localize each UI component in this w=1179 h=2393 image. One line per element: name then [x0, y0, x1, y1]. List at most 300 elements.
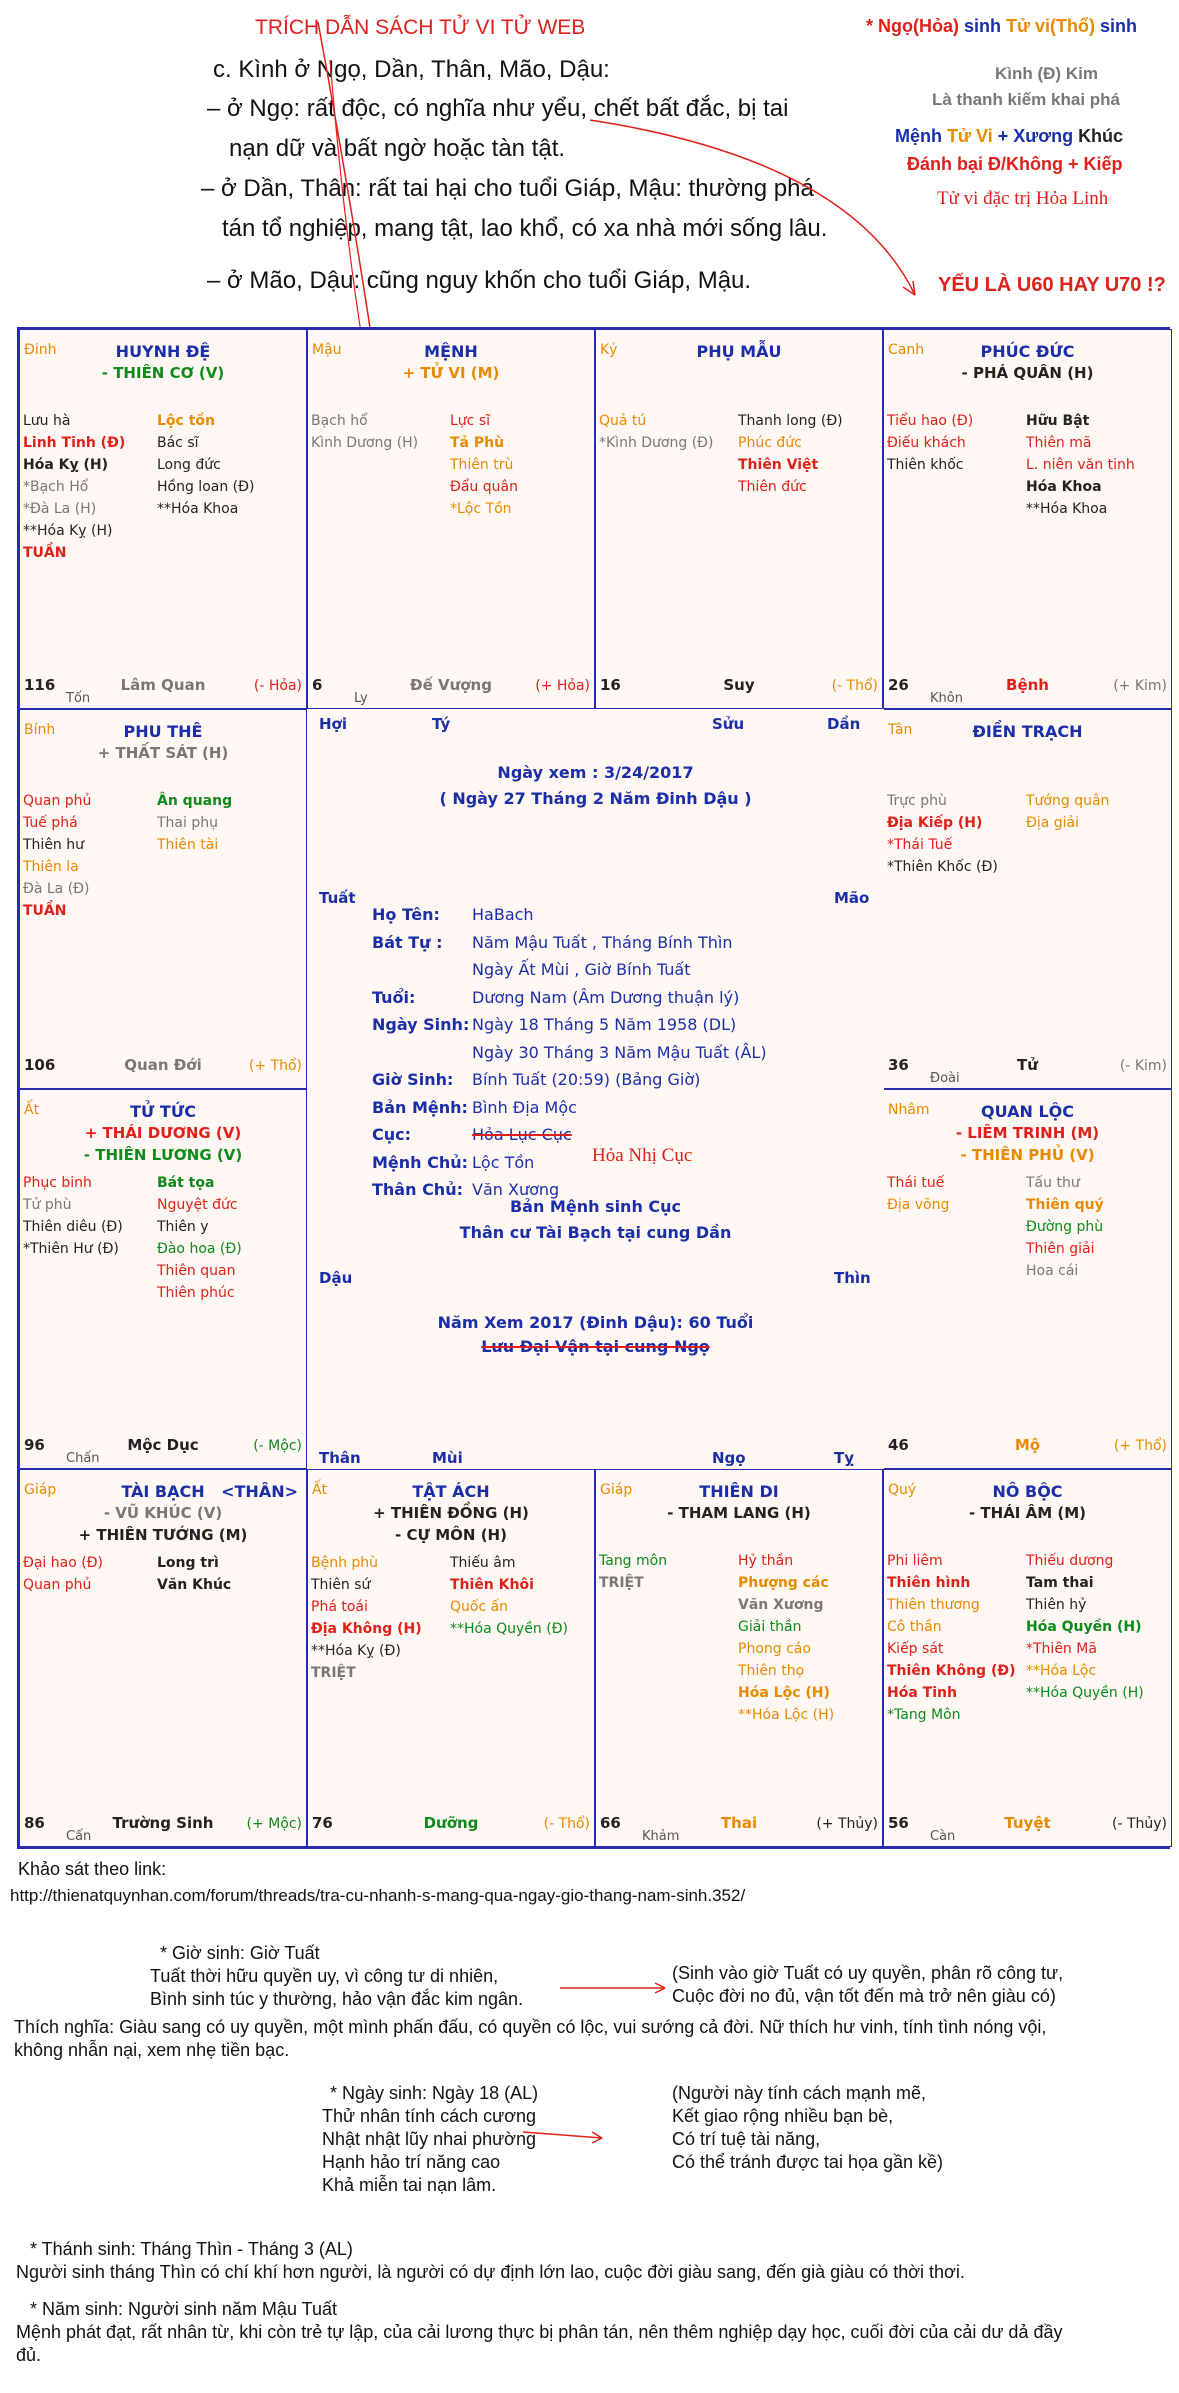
- note-1: * Ngọ(Hỏa) sinh Tử vi(Thổ) sinh: [866, 16, 1138, 36]
- palace-element: (+ Mộc): [246, 1816, 302, 1832]
- star-label: Thiếu âm: [450, 1555, 516, 1571]
- palace-cell: [595, 1469, 883, 1847]
- palace-direction: Khảm: [642, 1829, 680, 1844]
- palace-cell: [883, 329, 1172, 709]
- palace-cell: [19, 1469, 307, 1847]
- palace-direction: Cấn: [66, 1829, 92, 1844]
- palace-cell: [19, 329, 307, 709]
- palace-element: (+ Hỏa): [535, 678, 590, 694]
- main-star: + THẤT SÁT (H): [97, 744, 229, 762]
- minor-stars-right: [1026, 790, 1109, 834]
- corner-mao: Mão: [834, 889, 870, 907]
- star-label: Đào hoa (Đ): [157, 1241, 242, 1257]
- main-star: - THAM LANG (H): [667, 1504, 811, 1522]
- palace-element: (- Thổ): [543, 1816, 590, 1832]
- minor-stars-left: [599, 410, 713, 454]
- star-label: Thiên y: [157, 1219, 209, 1235]
- star-label: Nguyệt đức: [157, 1197, 238, 1213]
- life-stage: Mộc Dục: [127, 1436, 199, 1454]
- nam-title: * Năm sinh: Người sinh năm Mậu Tuất: [30, 2299, 337, 2319]
- star-label: Thiên la: [23, 859, 79, 875]
- info-value: Ngày 18 Tháng 5 Năm 1958 (DL): [472, 1015, 737, 1034]
- ngay-trans-2: Kết giao rộng nhiều bạn bè,: [672, 2106, 894, 2126]
- star-label: Kình Dương (H): [311, 435, 419, 451]
- star-label: **Hóa Quyền (Đ): [450, 1621, 569, 1637]
- minor-stars-left: [887, 410, 973, 476]
- luu-dai-van-line: Lưu Đại Vận tại cung Ngọ: [481, 1337, 710, 1356]
- than-cu-line: Thân cư Tài Bạch tại cung Dần: [459, 1223, 732, 1242]
- text-line: – ở Ngọ: rất độc, có nghĩa như yểu, chết bất đắc, bị tai: [207, 95, 789, 122]
- life-stage: Dưỡng: [423, 1814, 479, 1832]
- palace-name: QUAN LỘC: [981, 1102, 1074, 1121]
- corner-tuat: Tuất: [319, 889, 356, 907]
- star-label: *Bạch Hổ: [23, 479, 89, 495]
- info-value: Bính Tuất (20:59) (Bảng Giờ): [472, 1070, 701, 1089]
- palace-cell: [883, 1089, 1172, 1469]
- star-label: Thiên sứ: [311, 1577, 371, 1593]
- life-stage: Tử: [1017, 1056, 1038, 1074]
- main-star: - THIÊN CƠ (V): [101, 364, 225, 382]
- star-label: Tử phù: [23, 1197, 72, 1213]
- life-stage: Tuyệt: [1004, 1814, 1051, 1832]
- corner-ngo: Ngọ: [712, 1449, 746, 1467]
- dai-van-number: 86: [24, 1814, 45, 1832]
- main-star: - THIÊN LƯƠNG (V): [83, 1146, 243, 1164]
- main-star: - PHÁ QUÂN (H): [961, 364, 1094, 382]
- life-stage: Trường Sinh: [112, 1814, 214, 1832]
- palace-stem: Giáp: [600, 1482, 633, 1498]
- main-star: - LIÊM TRINH (M): [955, 1124, 1100, 1142]
- star-label: Hóa Tinh: [887, 1685, 957, 1701]
- palace-stem: Canh: [888, 342, 925, 358]
- dai-van-number: 46: [888, 1436, 909, 1454]
- palace-name: THIÊN DI: [699, 1482, 779, 1501]
- star-label: Địa Không (H): [311, 1621, 422, 1637]
- star-label: *Thái Tuế: [887, 837, 953, 853]
- star-label: *Lộc Tồn: [450, 501, 512, 517]
- palace-direction: Ly: [354, 691, 368, 706]
- center-info-panel: [307, 709, 884, 1469]
- star-label: Phúc đức: [738, 435, 802, 451]
- ngay-verse-2: Nhật nhật lũy nhai phường: [322, 2129, 536, 2149]
- palace-direction: Chấn: [66, 1451, 100, 1466]
- info-label: Cục:: [372, 1125, 412, 1144]
- corner-mui: Mùi: [432, 1449, 463, 1467]
- star-label: TUẦN: [23, 903, 67, 919]
- star-label: **Hóa Kỵ (Đ): [311, 1643, 401, 1659]
- palace-name: TÀI BẠCH: [121, 1482, 205, 1501]
- info-value: Ngày Ất Mùi , Giờ Bính Tuất: [472, 960, 691, 979]
- horoscope-chart: [17, 327, 1170, 1849]
- star-label: Thanh long (Đ): [738, 413, 843, 429]
- star-label: Thiên trù: [450, 457, 514, 473]
- palace-cell: [19, 709, 307, 1089]
- star-label: Kiếp sát: [887, 1641, 944, 1657]
- dai-van-number: 16: [600, 676, 621, 694]
- corner-ti: Tỵ: [834, 1449, 855, 1467]
- star-label: Long đức: [157, 457, 221, 473]
- star-label: Phong cáo: [738, 1641, 811, 1657]
- palace-stem: Giáp: [24, 1482, 57, 1498]
- palace-name: ĐIỀN TRẠCH: [972, 722, 1083, 741]
- palace-stem: Đinh: [24, 342, 57, 358]
- palace-name: PHU THÊ: [123, 722, 203, 741]
- palace-element: (- Mộc): [253, 1438, 302, 1454]
- star-label: Đà La (Đ): [23, 881, 90, 897]
- star-label: Thiên Khôi: [450, 1577, 534, 1593]
- minor-stars-right: [450, 1552, 568, 1640]
- minor-stars-left: [311, 1552, 422, 1684]
- note-2: Kình (Đ) Kim: [995, 64, 1098, 83]
- main-star: - VŨ KHÚC (V): [103, 1504, 223, 1522]
- star-label: Thai phụ: [157, 815, 218, 831]
- gio-title: * Giờ sinh: Giờ Tuất: [160, 1943, 320, 1963]
- minor-stars-left: [599, 1550, 667, 1594]
- palace-stem: Kỷ: [600, 342, 618, 358]
- gio-meaning-1: Thích nghĩa: Giàu sang có uy quyền, một mình phấn đấu, có quyền có lộc, vui sướng cả đời. Nữ thích hư vinh, tính tình nóng vội,: [14, 2017, 1047, 2037]
- star-label: Hóa Khoa: [1026, 479, 1102, 495]
- star-label: Thiên quan: [157, 1263, 236, 1279]
- thang-title: * Thánh sinh: Tháng Thìn - Tháng 3 (AL): [30, 2239, 353, 2259]
- info-label: Họ Tên:: [372, 905, 440, 924]
- dai-van-number: 56: [888, 1814, 909, 1832]
- star-label: Phá toái: [311, 1599, 368, 1615]
- palace-element: (+ Kim): [1113, 678, 1167, 694]
- dai-van-number: 66: [600, 1814, 621, 1832]
- dai-van-number: 26: [888, 676, 909, 694]
- view-date: Ngày xem : 3/24/2017: [497, 763, 694, 782]
- minor-stars-left: [311, 410, 418, 454]
- star-label: Thiên Việt: [738, 457, 819, 473]
- ngay-trans-1: (Người này tính cách mạnh mẽ,: [672, 2083, 926, 2103]
- ngay-verse-4: Khả miễn tai nạn lâm.: [322, 2175, 497, 2195]
- text-line: tán tổ nghiệp, mang tật, lao khổ, có xa nhà mới sống lâu.: [222, 215, 828, 242]
- palace-element: (- Thủy): [1111, 1816, 1167, 1832]
- palace-name: HUYNH ĐỆ: [115, 342, 211, 361]
- info-label: Giờ Sinh:: [372, 1070, 454, 1089]
- palace-element: (- Thổ): [831, 678, 878, 694]
- thang-text: Người sinh tháng Thìn có chí khí hơn người, là người có dự định lớn lao, cuộc đời giàu sang, đến già giàu có thời thơi.: [16, 2262, 965, 2282]
- main-star: - THÁI ÂM (M): [968, 1504, 1087, 1522]
- info-value: Hỏa Lục Cục: [472, 1125, 572, 1144]
- palace-stem: Ất: [312, 1482, 328, 1498]
- star-label: Lực sĩ: [450, 413, 491, 429]
- gio-trans-1: (Sinh vào giờ Tuất có uy quyền, phân rõ công tư,: [672, 1963, 1064, 1983]
- palace-cell: [883, 1469, 1172, 1847]
- star-label: Thiên giải: [1026, 1241, 1095, 1257]
- note-3: Là thanh kiếm khai phá: [932, 90, 1120, 109]
- minor-stars-left: [23, 1552, 103, 1596]
- star-label: Quan phủ: [23, 1577, 92, 1593]
- ngay-verse-3: Hạnh hảo trí năng cao: [322, 2152, 501, 2172]
- palace-element: (+ Thổ): [248, 1058, 302, 1074]
- star-label: Đường phù: [1026, 1219, 1104, 1235]
- star-label: Lưu hà: [23, 413, 71, 429]
- star-label: Thiên Không (Đ): [887, 1663, 1016, 1679]
- minor-stars-right: [157, 410, 254, 520]
- main-star: + THIÊN TƯỚNG (M): [78, 1526, 248, 1544]
- star-label: Điếu khách: [887, 435, 966, 451]
- star-label: Phi liêm: [887, 1553, 943, 1569]
- note-6: Tử vi đặc trị Hỏa Linh: [937, 188, 1109, 209]
- star-label: Quả tú: [599, 413, 647, 429]
- star-label: Thiếu dương: [1026, 1553, 1114, 1569]
- source-link[interactable]: http://thienatquynhan.com/forum/threads/tra-cu-nhanh-s-mang-qua-ngay-gio-thang-nam-sinh.352/: [10, 1886, 746, 1905]
- star-label: Tiểu hao (Đ): [887, 413, 974, 429]
- star-label: Thiên tài: [157, 837, 219, 853]
- star-label: Hoa cái: [1026, 1263, 1079, 1279]
- minor-stars-right: [157, 1552, 231, 1596]
- minor-stars-left: [23, 1172, 123, 1260]
- life-stage: Quan Đới: [124, 1056, 202, 1074]
- life-stage: Bệnh: [1006, 676, 1049, 694]
- main-star: - CỰ MÔN (H): [395, 1526, 507, 1544]
- minor-stars-right: [157, 1172, 242, 1304]
- minor-stars-right: [738, 410, 843, 498]
- star-label: Tam thai: [1026, 1575, 1094, 1591]
- palace-stem: Quý: [888, 1482, 917, 1498]
- palace-stem: Ất: [24, 1102, 40, 1118]
- star-label: Long trì: [157, 1555, 219, 1571]
- info-label: Bát Tự :: [372, 932, 443, 952]
- main-star: + THIÊN ĐỒNG (H): [373, 1504, 529, 1522]
- star-label: *Tang Môn: [887, 1707, 961, 1723]
- minor-stars-left: [23, 790, 91, 922]
- info-value: Lộc Tồn: [472, 1152, 535, 1172]
- intro-line: c. Kình ở Ngọ, Dần, Thân, Mão, Dậu:: [213, 56, 610, 83]
- palace-cell: [307, 1469, 595, 1847]
- nam-text-2: đủ.: [16, 2345, 42, 2365]
- star-label: Ân quang: [157, 793, 233, 809]
- star-label: **Hóa Quyền (H): [1026, 1685, 1144, 1701]
- nam-text-1: Mệnh phát đạt, rất nhân từ, khi còn trẻ tự lập, của cải lương thực bị phân tán, nên thêm nghiệp dạy học, cuối đời của cải dư dả đầy: [16, 2322, 1063, 2342]
- palace-element: (+ Thổ): [1113, 1438, 1167, 1454]
- star-label: TRIỆT: [599, 1575, 644, 1591]
- star-label: **Hóa Kỵ (H): [23, 523, 113, 539]
- star-label: Cô thần: [887, 1619, 942, 1635]
- star-label: TRIỆT: [311, 1665, 356, 1681]
- star-label: Quốc ấn: [450, 1599, 509, 1615]
- star-label: *Kình Dương (Đ): [599, 435, 714, 451]
- palace-direction: Càn: [930, 1829, 956, 1844]
- star-label: **Hóa Khoa: [157, 501, 239, 517]
- ngay-verse-1: Thử nhân tính cách cương: [322, 2106, 537, 2126]
- note-4: Mệnh Tử Vi + Xương Khúc: [895, 126, 1124, 146]
- corner-thin: Thìn: [834, 1269, 871, 1287]
- text-line: – ở Mão, Dậu: cũng nguy khốn cho tuổi Giáp, Mậu.: [207, 267, 752, 294]
- minor-stars-left: [887, 790, 998, 878]
- than-marker: <THÂN>: [221, 1482, 298, 1501]
- star-label: Đại hao (Đ): [23, 1555, 104, 1571]
- palace-element: (- Hỏa): [253, 678, 302, 694]
- dai-van-number: 76: [312, 1814, 333, 1832]
- star-label: Hóa Quyền (H): [1026, 1619, 1142, 1635]
- star-label: Địa giải: [1026, 815, 1080, 831]
- star-label: Bạch hổ: [311, 413, 368, 429]
- palace-direction: Tốn: [66, 691, 91, 706]
- info-value: Văn Xương: [472, 1180, 560, 1199]
- year-age-line: Năm Xem 2017 (Đinh Dậu): 60 Tuổi: [437, 1313, 754, 1332]
- minor-stars-right: [157, 790, 232, 856]
- star-label: Thiên mã: [1026, 435, 1092, 451]
- gio-verse-1: Tuất thời hữu quyền uy, vì công tư di nhiên,: [150, 1966, 499, 1986]
- star-label: Quan phủ: [23, 793, 92, 809]
- star-label: Thiên hỷ: [1026, 1597, 1087, 1613]
- page-title: TRÍCH DẪN SÁCH TỬ VI TỬ WEB: [255, 16, 586, 39]
- star-label: Văn Xương: [738, 1597, 824, 1613]
- corner-dau: Dậu: [319, 1269, 353, 1287]
- info-label: Thân Chủ:: [372, 1180, 463, 1199]
- dai-van-number: 96: [24, 1436, 45, 1454]
- info-value: Năm Mậu Tuất , Tháng Bính Thìn: [472, 932, 733, 952]
- dai-van-number: 106: [24, 1056, 56, 1074]
- palace-name: MỆNH: [424, 342, 478, 361]
- corner-ty: Tý: [432, 715, 451, 733]
- star-label: Phục binh: [23, 1175, 92, 1191]
- lunar-date: ( Ngày 27 Tháng 2 Năm Đinh Dậu ): [439, 789, 752, 808]
- minor-stars-right: [1026, 1550, 1144, 1704]
- star-label: Phượng các: [738, 1575, 829, 1591]
- cuc-note: Hỏa Nhị Cục: [592, 1145, 693, 1166]
- dai-van-number: 36: [888, 1056, 909, 1074]
- palace-cell: [19, 1089, 307, 1469]
- corner-suu: Sửu: [712, 715, 745, 733]
- star-label: Giải thần: [738, 1619, 802, 1635]
- minor-stars-right: [450, 410, 518, 520]
- link-label: Khảo sát theo link:: [18, 1859, 167, 1879]
- info-value: Ngày 30 Tháng 3 Năm Mậu Tuất (ÂL): [472, 1042, 767, 1062]
- star-label: Thiên quý: [1026, 1197, 1104, 1213]
- star-label: Bệnh phù: [311, 1555, 379, 1571]
- star-label: **Hóa Lộc: [1026, 1663, 1097, 1679]
- star-label: Bát tọa: [157, 1175, 215, 1191]
- star-label: Địa Kiếp (H): [887, 815, 983, 831]
- palace-cell: [307, 329, 595, 709]
- star-label: L. niên văn tinh: [1026, 457, 1135, 473]
- palace-stem: Tân: [888, 722, 913, 738]
- footer-arrows: [0, 1900, 1179, 2200]
- ngay-title: * Ngày sinh: Ngày 18 (AL): [330, 2083, 539, 2103]
- corner-dan: Dần: [827, 715, 861, 733]
- gio-verse-2: Bình sinh túc y thường, hảo vận đắc kim ngân.: [150, 1989, 524, 2009]
- note-5: Đánh bại Đ/Không + Kiếp: [907, 154, 1123, 174]
- star-label: Thiên thọ: [738, 1663, 805, 1679]
- star-label: **Hóa Khoa: [1026, 501, 1108, 517]
- palace-name: NÔ BỘC: [992, 1482, 1063, 1501]
- star-label: Hóa Kỵ (H): [23, 457, 109, 473]
- palace-name: TẬT ÁCH: [412, 1482, 490, 1501]
- main-star: - THIÊN PHỦ (V): [960, 1146, 1095, 1164]
- info-label: Ngày Sinh:: [372, 1015, 470, 1034]
- star-label: Thái tuế: [887, 1175, 945, 1191]
- star-label: *Thiên Hư (Đ): [23, 1241, 119, 1257]
- gio-trans-2: Cuộc đời no đủ, vận tốt đến mà trở nên giàu có): [672, 1986, 1056, 2006]
- info-value: Bình Địa Mộc: [472, 1097, 577, 1117]
- minor-stars-right: [1026, 410, 1135, 520]
- star-label: Thiên khốc: [887, 457, 964, 473]
- star-label: Bác sĩ: [157, 435, 199, 451]
- star-label: Trực phù: [887, 793, 947, 809]
- star-label: Hóa Lộc (H): [738, 1685, 830, 1701]
- ngay-trans-4: Có thể tránh được tai họa gần kề): [672, 2152, 944, 2172]
- star-label: Văn Khúc: [157, 1577, 232, 1593]
- dai-van-number: 116: [24, 676, 56, 694]
- star-label: Địa võng: [887, 1197, 950, 1213]
- star-label: Hữu Bật: [1026, 413, 1090, 429]
- dai-van-number: 6: [312, 676, 323, 694]
- palace-name: PHÚC ĐỨC: [980, 342, 1075, 361]
- life-stage: Mộ: [1014, 1436, 1041, 1454]
- palace-name: TỬ TỨC: [130, 1102, 196, 1121]
- palace-stem: Bính: [24, 722, 56, 738]
- star-label: Hồng loan (Đ): [157, 479, 255, 495]
- minor-stars-left: [887, 1172, 949, 1216]
- star-label: Tướng quân: [1026, 793, 1110, 809]
- info-label: Mệnh Chủ:: [372, 1152, 469, 1172]
- star-label: **Hóa Lộc (H): [738, 1707, 835, 1723]
- star-label: Thiên hình: [887, 1575, 971, 1591]
- life-stage: Thai: [720, 1814, 758, 1832]
- star-label: *Thiên Khốc (Đ): [887, 859, 998, 875]
- minor-stars-right: [1026, 1172, 1104, 1282]
- palace-stem: Mậu: [312, 342, 342, 358]
- star-label: Tuế phá: [23, 815, 78, 831]
- info-label: Tuổi:: [372, 987, 416, 1007]
- main-star: + TỬ VI (M): [402, 364, 500, 382]
- palace-stem: Nhâm: [888, 1102, 930, 1118]
- life-stage: Suy: [723, 676, 755, 694]
- star-label: Tấu thư: [1026, 1175, 1080, 1191]
- ngay-trans-3: Có trí tuệ tài năng,: [672, 2129, 821, 2149]
- star-label: Hỷ thần: [738, 1553, 794, 1569]
- star-label: Đẩu quân: [450, 479, 518, 495]
- minor-stars-left: [887, 1550, 1015, 1726]
- info-value: Dương Nam (Âm Dương thuận lý): [472, 987, 740, 1007]
- star-label: Tang môn: [599, 1553, 668, 1569]
- life-stage: Đế Vượng: [410, 676, 492, 694]
- palace-cell: [883, 709, 1172, 1089]
- gio-meaning-2: không nhẫn nại, xem nhẹ tiền bạc.: [14, 2040, 290, 2060]
- life-stage: Lâm Quan: [120, 676, 206, 694]
- info-label: Bản Mệnh:: [372, 1097, 468, 1117]
- main-star: + THÁI DƯƠNG (V): [84, 1124, 242, 1142]
- star-label: Tả Phù: [450, 435, 505, 451]
- palace-cell: [595, 329, 883, 709]
- star-label: Lộc tồn: [157, 413, 215, 429]
- minor-stars-left: [23, 410, 125, 564]
- palace-element: (- Kim): [1119, 1058, 1167, 1074]
- star-label: Linh Tinh (Đ): [23, 435, 126, 451]
- star-label: *Thiên Mã: [1026, 1641, 1097, 1657]
- palace-direction: Khôn: [930, 691, 963, 706]
- star-label: Thiên hư: [23, 837, 84, 853]
- text-line: nạn dữ và bất ngờ hoặc tàn tật.: [229, 135, 566, 162]
- star-label: TUẦN: [23, 545, 67, 561]
- star-label: *Đà La (H): [23, 501, 97, 517]
- info-value: HaBach: [472, 905, 534, 924]
- text-line: – ở Dần, Thân: rất tai hại cho tuổi Giáp, Mậu: thường phá: [201, 175, 814, 202]
- star-label: Thiên phúc: [157, 1285, 235, 1301]
- star-label: Thiên thương: [887, 1597, 980, 1613]
- star-label: Thiên diêu (Đ): [23, 1219, 123, 1235]
- note-7: YẾU LÀ U60 HAY U70 !?: [938, 274, 1166, 296]
- star-label: Thiên đức: [738, 479, 807, 495]
- palace-direction: Đoài: [930, 1071, 960, 1086]
- ban-menh-line: Bản Mệnh sinh Cục: [509, 1197, 682, 1216]
- corner-hoi: Hợi: [319, 715, 348, 733]
- corner-than: Thân: [319, 1449, 361, 1467]
- minor-stars-right: [738, 1550, 834, 1726]
